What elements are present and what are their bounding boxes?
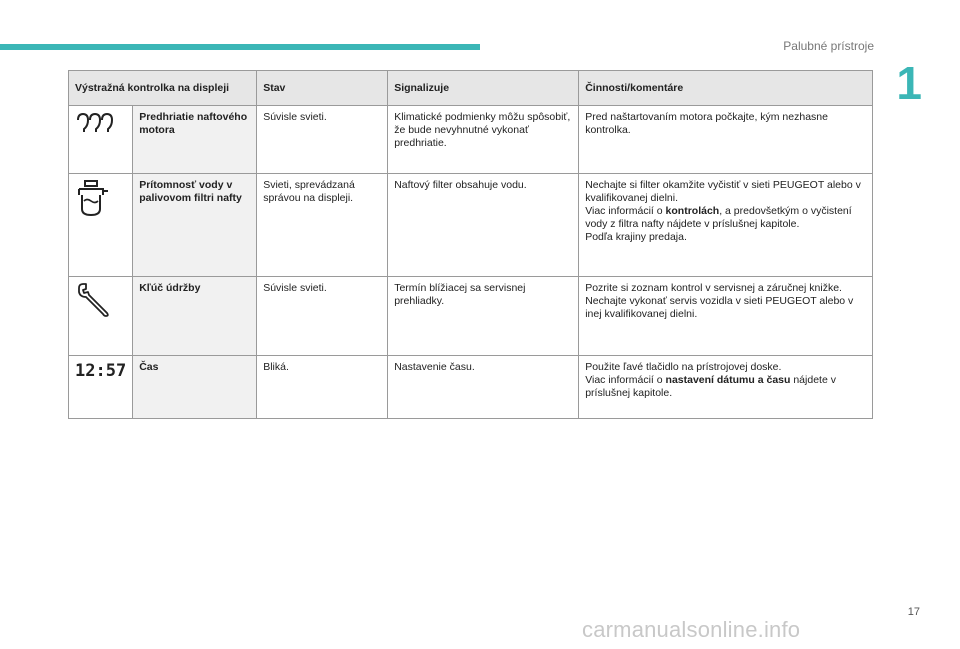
action-text-part: Viac informácií o <box>585 374 666 386</box>
warning-name: Prítomnosť vody v palivovom filtri nafty <box>133 174 257 277</box>
column-header-warning-light: Výstražná kontrolka na displeji <box>69 71 257 106</box>
action-line: Podľa krajiny predaja. <box>585 231 687 243</box>
table-row <box>69 174 873 277</box>
action-line: Pred naštartovaním motora počkajte, kým nezhasne kontrolka. <box>585 111 828 136</box>
status-text: Súvisle svieti. <box>257 277 388 356</box>
table-row <box>69 106 873 174</box>
action-text <box>579 106 873 174</box>
status-text: Súvisle svieti. <box>257 106 388 174</box>
icon-cell <box>69 106 133 174</box>
action-text <box>579 277 873 356</box>
page-number: 17 <box>907 606 920 618</box>
chapter-number: 1 <box>896 57 922 109</box>
action-text-part: , a predovšetkým o vyčistení vody z filtra nafty nájdete v príslušnej kapitole. <box>585 205 852 230</box>
header-accent-bar <box>0 44 480 50</box>
action-line: Použite ľavé tlačidlo na prístrojovej doske. <box>585 361 782 373</box>
water-in-fuel-filter-icon <box>75 179 126 219</box>
action-line: Pozrite si zoznam kontrol v servisnej a záručnej knižke. <box>585 282 842 294</box>
glow-plug-icon <box>75 111 126 135</box>
action-bold-keyword: kontrolách <box>665 205 720 217</box>
action-line: Nechajte si filter okamžite vyčistiť v sieti PEUGEOT alebo v kvalifikovanej dielni. <box>585 179 861 204</box>
action-line <box>585 205 866 231</box>
column-header-signalizuje: Signalizuje <box>388 71 579 106</box>
action-text <box>579 356 873 419</box>
action-text <box>579 174 873 277</box>
action-bold-keyword: nastavení dátumu a času <box>665 374 791 386</box>
clock-display-icon: 12:57 <box>75 361 127 381</box>
status-text: Bliká. <box>257 356 388 419</box>
table-row <box>69 277 873 356</box>
status-text: Svieti, sprevádzaná správou na displeji. <box>257 174 388 277</box>
column-header-stav: Stav <box>257 71 388 106</box>
wrench-icon <box>75 282 126 318</box>
warning-name: Čas <box>133 356 257 419</box>
icon-cell <box>69 277 133 356</box>
signal-text: Nastavenie času. <box>388 356 579 419</box>
warning-name: Predhriatie naftového motora <box>133 106 257 174</box>
action-text-part: Viac informácií o <box>585 205 666 217</box>
icon-cell <box>69 174 133 277</box>
action-text-part: nájdete v príslušnej kapitole. <box>585 374 836 399</box>
table-row <box>69 356 873 419</box>
action-line: Nechajte vykonať servis vozidla v sieti PEUGEOT alebo v inej kvalifikovanej dielni. <box>585 295 854 320</box>
action-line <box>585 374 866 400</box>
column-header-cinnosti: Činnosti/komentáre <box>579 71 873 106</box>
signal-text: Naftový filter obsahuje vodu. <box>388 174 579 277</box>
section-title: Palubné prístroje <box>783 39 874 53</box>
icon-cell <box>69 356 133 419</box>
signal-text: Termín blížiacej sa servisnej prehliadky. <box>388 277 579 356</box>
warning-lights-table <box>68 70 873 419</box>
signal-text: Klimatické podmienky môžu spôsobiť, že bude nevyhnutné vykonať predhriatie. <box>388 106 579 174</box>
watermark: carmanualsonline.info <box>582 617 801 642</box>
warning-name: Kľúč údržby <box>133 277 257 356</box>
table-header-row <box>69 71 873 106</box>
